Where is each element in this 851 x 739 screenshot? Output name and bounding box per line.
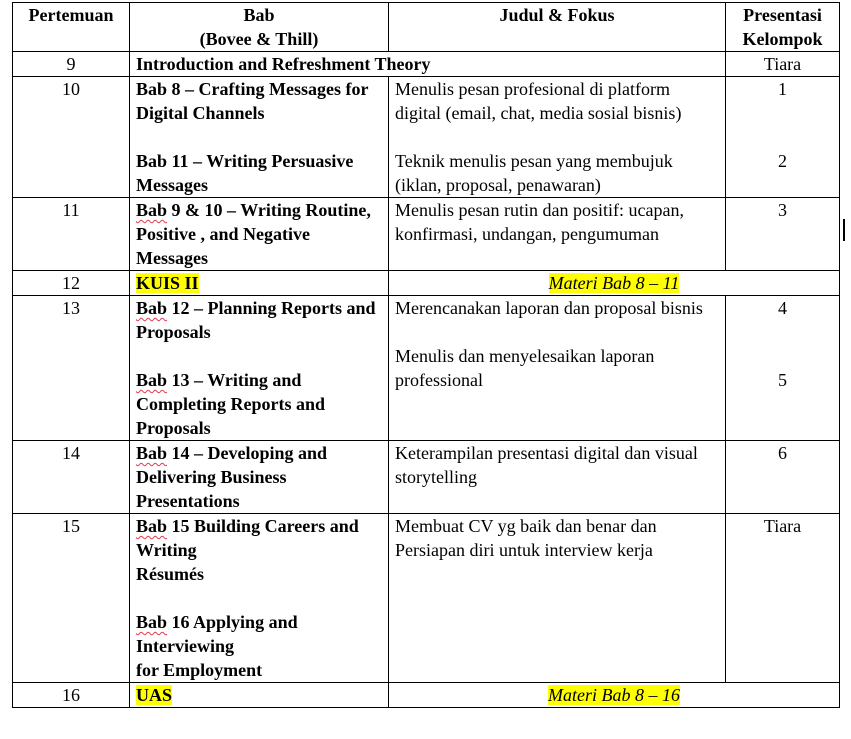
chapter-title: Bab 13 – Writing and Completing Reports and Proposals — [136, 370, 326, 438]
table-row — [13, 441, 840, 514]
table-row — [13, 271, 840, 296]
meeting-number: 11 — [13, 198, 130, 271]
focus-cell: Membuat CV yg baik dan benar dan Persiapan diri untuk interview kerja — [389, 514, 726, 683]
meeting-number: 13 — [13, 296, 130, 441]
header-bab: Bab (Bovee & Thill) — [130, 3, 389, 52]
header-row — [13, 3, 840, 52]
table-row — [13, 198, 840, 271]
meeting-number: 9 — [13, 52, 130, 77]
table-row — [13, 683, 840, 708]
meeting-number: 15 — [13, 514, 130, 683]
chapter-cell: Bab 9 & 10 – Writing Routine, Positive , and Negative Messages — [130, 198, 389, 271]
table-row — [13, 52, 840, 77]
quiz-label-cell — [130, 271, 389, 296]
meeting-number: 14 — [13, 441, 130, 514]
quiz-label: KUIS II — [136, 273, 199, 293]
focus-cell: Keterampilan presentasi digital dan visual storytelling — [389, 441, 726, 514]
meeting-number: 10 — [13, 77, 130, 198]
chapter-cell — [130, 296, 389, 441]
focus-text: Merencanakan laporan dan proposal bisnis — [395, 298, 703, 318]
focus-cell — [389, 77, 726, 198]
meeting-number: 16 — [13, 683, 130, 708]
header-pertemuan: Pertemuan — [13, 3, 130, 52]
schedule-table — [12, 2, 840, 708]
focus-text: Menulis dan menyelesaikan laporan professional — [395, 346, 655, 390]
group-cell: 3 — [726, 198, 840, 271]
table-row — [13, 77, 840, 198]
materi-cell — [389, 271, 840, 296]
focus-text: Teknik menulis pesan yang membujuk (iklan, proposal, penawaran) — [395, 151, 673, 195]
chapter-cell: Bab 15 Building Careers and Writing Résumés Bab 16 Applying and Interviewing for Employment — [130, 514, 389, 683]
focus-cell: Menulis pesan rutin dan positif: ucapan, konfirmasi, undangan, pengumuman — [389, 198, 726, 271]
chapter-title: Bab 11 – Writing Persuasive Messages — [136, 151, 354, 195]
exam-label: UAS — [136, 685, 173, 705]
chapter-title: Bab 12 – Planning Reports and Proposals — [136, 298, 376, 342]
header-presentasi: Presentasi Kelompok — [726, 3, 840, 52]
chapter-title: Bab 15 Building Careers and Writing — [136, 516, 359, 560]
chapter-cell — [130, 77, 389, 198]
group-cell: Tiara — [726, 52, 840, 77]
chapter-title: Bab 16 Applying and Interviewing — [136, 612, 298, 656]
group-cell: 1 2 — [726, 77, 840, 198]
group-cell: 4 5 — [726, 296, 840, 441]
table-row — [13, 296, 840, 441]
table-row — [13, 514, 840, 683]
materi-cell — [389, 683, 840, 708]
header-judul: Judul & Fokus — [389, 3, 726, 52]
focus-cell — [389, 296, 726, 441]
focus-text: Menulis pesan profesional di platform digital (email, chat, media sosial bisnis) — [395, 79, 682, 123]
chapter-title: Bab 8 – Crafting Messages for Digital Channels — [136, 79, 369, 123]
exam-label-cell — [130, 683, 389, 708]
group-cell: 6 — [726, 441, 840, 514]
text-cursor — [843, 219, 845, 241]
topic-cell: Introduction and Refreshment Theory — [130, 52, 726, 77]
materi-text: Materi Bab 8 – 16 — [548, 685, 680, 705]
materi-text: Materi Bab 8 – 11 — [548, 273, 680, 293]
meeting-number: 12 — [13, 271, 130, 296]
group-cell: Tiara — [726, 514, 840, 683]
chapter-cell: Bab 14 – Developing and Delivering Business Presentations — [130, 441, 389, 514]
